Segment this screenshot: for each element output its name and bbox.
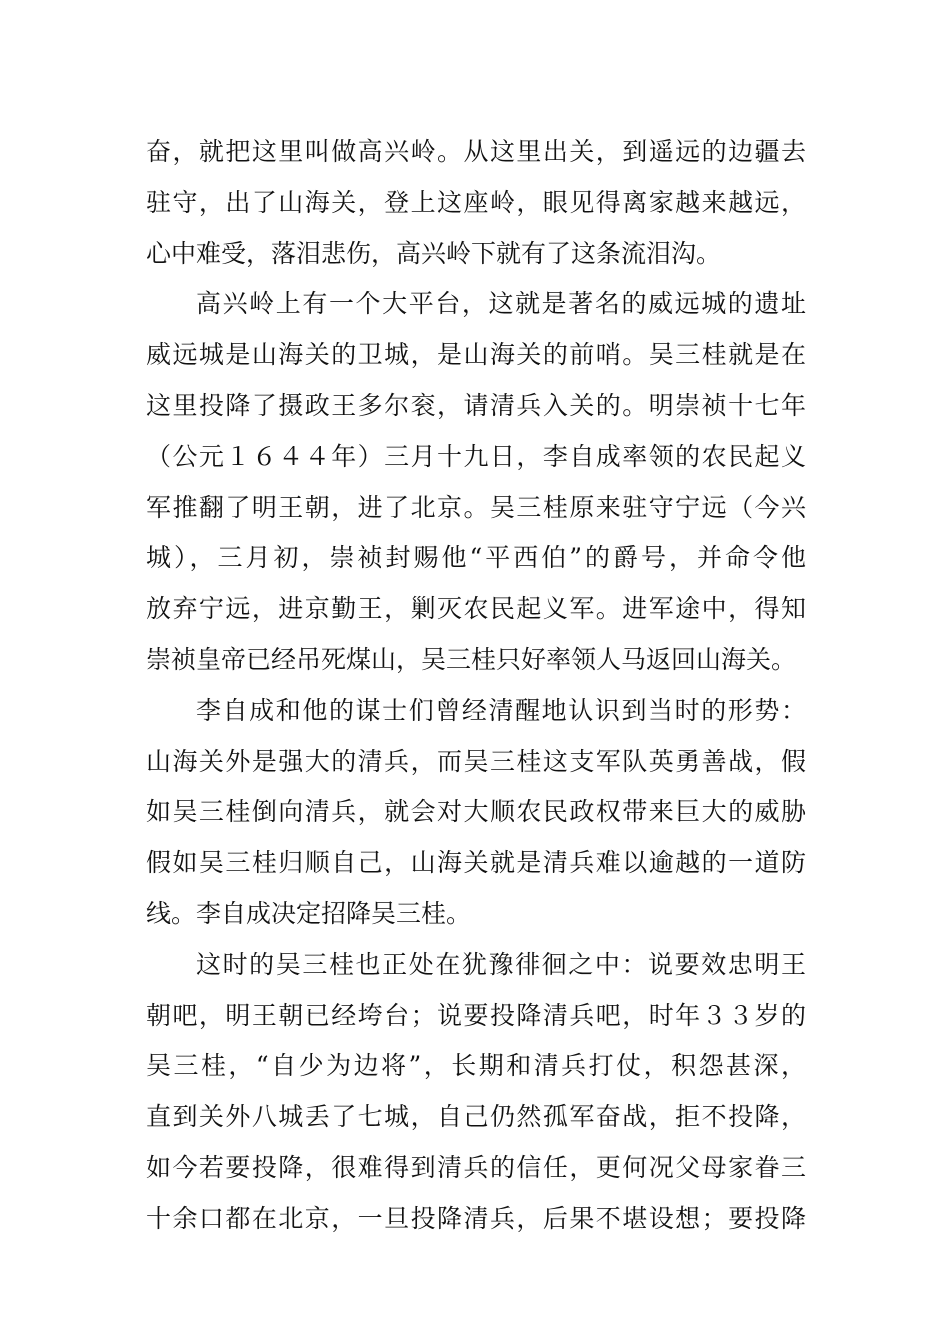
text-line: 直到关外八城丢了七城，自己仍然孤军奋战，拒不投降， (146, 1102, 806, 1132)
text-line: 吴三桂，“自少为边将”，长期和清兵打仗，积怨甚深， (146, 1051, 806, 1081)
text-line: 山海关外是强大的清兵，而吴三桂这支军队英勇善战，假 (146, 746, 806, 776)
text-line: 崇祯皇帝已经吊死煤山，吴三桂只好率领人马返回山海关。 (146, 644, 797, 674)
text-line: 朝吧，明王朝已经垮台；说要投降清兵吧，时年３３岁的 (146, 1000, 806, 1030)
text-line: 线。李自成决定招降吴三桂。 (146, 898, 472, 928)
text-line: 放弃宁远，进京勤王，剿灭农民起义军。进军途中，得知 (146, 594, 806, 624)
text-line: 驻守，出了山海关，登上这座岭，眼见得离家越来越远， (146, 187, 806, 217)
text-line: 如今若要投降，很难得到清兵的信任，更何况父母家眷三 (146, 1152, 806, 1182)
text-line: 如吴三桂倒向清兵，就会对大顺农民政权带来巨大的威胁 (146, 797, 806, 827)
text-line: 假如吴三桂归顺自己，山海关就是清兵难以逾越的一道防 (146, 848, 806, 878)
body-text (146, 127, 806, 1245)
text-line: （公元１６４４年）三月十九日，李自成率领的农民起义 (146, 441, 806, 471)
text-line: 城），三月初，崇祯封赐他“平西伯”的爵号，并命令他 (146, 543, 806, 573)
text-line: 这时的吴三桂也正处在犹豫徘徊之中：说要效忠明王 (196, 949, 806, 979)
text-line: 军推翻了明王朝，进了北京。吴三桂原来驻守宁远（今兴 (146, 492, 806, 522)
text-line: 高兴岭上有一个大平台，这就是著名的威远城的遗址 (196, 289, 806, 319)
text-line: 李自成和他的谋士们曾经清醒地认识到当时的形势： (196, 695, 806, 725)
text-line: 奋，就把这里叫做高兴岭。从这里出关，到遥远的边疆去 (146, 137, 806, 166)
text-line: 这里投降了摄政王多尔衮，请清兵入关的。明崇祯十七年 (146, 390, 806, 420)
text-line: 十余口都在北京，一旦投降清兵，后果不堪设想；要投降 (146, 1203, 806, 1233)
text-line: 心中难受，落泪悲伤，高兴岭下就有了这条流泪沟。 (146, 238, 722, 268)
text-line: 威远城是山海关的卫城，是山海关的前哨。吴三桂就是在 (146, 340, 806, 370)
